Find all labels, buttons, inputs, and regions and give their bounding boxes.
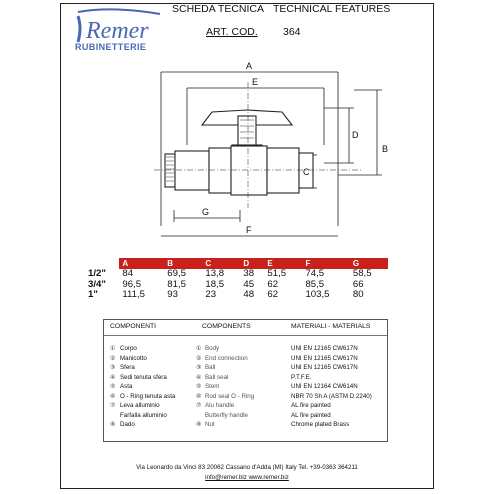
item-material: UNI EN 12164 CW614N [291,383,358,390]
item-it: Farfalla alluminio [120,411,167,419]
item-it: Asta [120,383,133,390]
footer-address: Via Leonardo da Vinci 83 20062 Cassano d'Adda (MI) Italy Tel. +39-0363 364211 [136,464,358,471]
item-en: Rod seal O - Ring [205,392,255,400]
value-cell: 62 [267,278,279,290]
value-cell: 96,5 [122,278,142,290]
dim-label-g: G [202,207,210,217]
dim-label-a: A [246,61,253,71]
col-header: F [302,258,349,269]
value-cell: 51,5 [267,268,287,279]
value-cell: 69,5 [167,268,186,279]
components-table [103,319,388,442]
value-cell: 58,5 [352,268,372,279]
size-cell: 1/2" [88,268,106,279]
list-item [104,355,387,365]
art-code-value: 364 [283,26,301,38]
item-it: Sfera [120,364,135,371]
col-header: B [164,258,202,269]
item-number: ⑧ [110,421,116,428]
item-number: ② [110,354,116,362]
list-item [104,412,387,422]
list-item [104,421,387,431]
brand-subtitle: RUBINETTERIE [75,42,147,52]
header-divider [104,335,387,336]
item-it: O - Ring tenuta asta [120,392,176,400]
col-header: C [202,258,240,269]
table-row [88,269,388,280]
item-it: Leva alluminio [120,402,160,409]
item-it: Sedi tenuta sfera [120,373,167,381]
value-cell: 93 [167,289,178,300]
value-cell: 84 [122,268,134,279]
item-number: ③ [110,364,116,371]
value-cell: 80 [352,289,364,300]
value-cell: 111,5 [122,289,145,300]
list-item [104,364,387,374]
footer-contacts[interactable]: info@remer.biz www.remer.biz [205,474,289,481]
item-en: End connection [205,354,248,362]
value-cell: 66 [352,278,364,290]
item-number: ⑦ [196,402,202,409]
size-cell: 1" [88,289,98,300]
list-item [104,345,387,355]
size-cell: 3/4" [88,278,106,290]
item-it: Corpo [120,345,137,352]
dim-label-b: B [382,144,389,154]
value-cell: 38 [243,268,255,279]
value-cell: 62 [267,289,279,300]
item-number: ④ [110,373,116,381]
brand-text: Remer [86,18,149,44]
value-cell: 81,5 [167,278,186,290]
col-header: E [264,258,302,269]
item-en: Ball [205,364,216,371]
art-code-label: ART. COD. [206,26,258,38]
item-it: Dado [120,421,135,428]
item-material: UNI EN 12165 CW617N [291,364,358,371]
valve-drawing [62,60,432,250]
dim-label-e: E [252,77,259,87]
value-cell: 45 [243,278,255,290]
value-cell: 23 [205,289,217,300]
value-cell: 48 [243,289,255,300]
item-number: ⑥ [110,392,116,400]
value-cell: 74,5 [305,268,325,279]
value-cell: 13,8 [205,268,225,279]
item-material: UNI EN 12165 CW617N [291,354,358,362]
item-en: Ball seal [205,373,229,381]
list-item [104,383,387,393]
col-header: A [119,258,164,269]
item-number: ① [110,345,116,352]
item-number: ⑦ [110,402,116,409]
item-number: ④ [196,373,202,381]
materials-header: MATERIALI - MATERIALS [291,323,371,330]
item-material: AL fire painted [291,411,331,419]
item-material: NBR 70 Sh A (ASTM D 2240) [291,392,372,400]
components-en-header: COMPONENTS [202,323,251,330]
components-it-header: COMPONENTI [110,323,157,330]
item-material: UNI EN 12165 CW617N [291,345,358,352]
item-it: Manicotto [120,354,147,362]
item-material: P.T.F.E. [291,373,312,381]
dimensions-table [88,258,388,301]
item-en: Alu handle [205,402,235,409]
item-number: ⑤ [110,383,116,390]
item-en: Stem [205,383,220,390]
value-cell: 103,5 [305,289,330,300]
col-header: G [350,258,388,269]
item-en: Body [205,345,220,352]
list-item [104,374,387,384]
item-en: Nut [205,421,215,428]
col-header: D [240,258,264,269]
item-number: ③ [196,364,202,371]
dim-label-d: D [352,130,359,140]
item-en: Butterfly handle [205,411,248,419]
list-item [104,393,387,403]
item-number: ⑧ [196,421,202,428]
item-number: ② [196,354,202,362]
dim-label-f: F [246,225,252,235]
table-row [88,290,388,301]
title-en: TECHNICAL FEATURES [273,3,391,15]
item-number: ① [196,345,202,352]
item-number: ⑥ [196,392,202,400]
value-cell: 85,5 [305,278,325,290]
item-material: Chrome plated Brass [291,421,350,428]
title-it: SCHEDA TECNICA [172,3,264,15]
value-cell: 18,5 [205,278,225,290]
list-item [104,402,387,412]
item-number: ⑤ [196,383,202,390]
dim-label-c: C [303,167,310,177]
item-material: AL fire painted [291,402,331,409]
